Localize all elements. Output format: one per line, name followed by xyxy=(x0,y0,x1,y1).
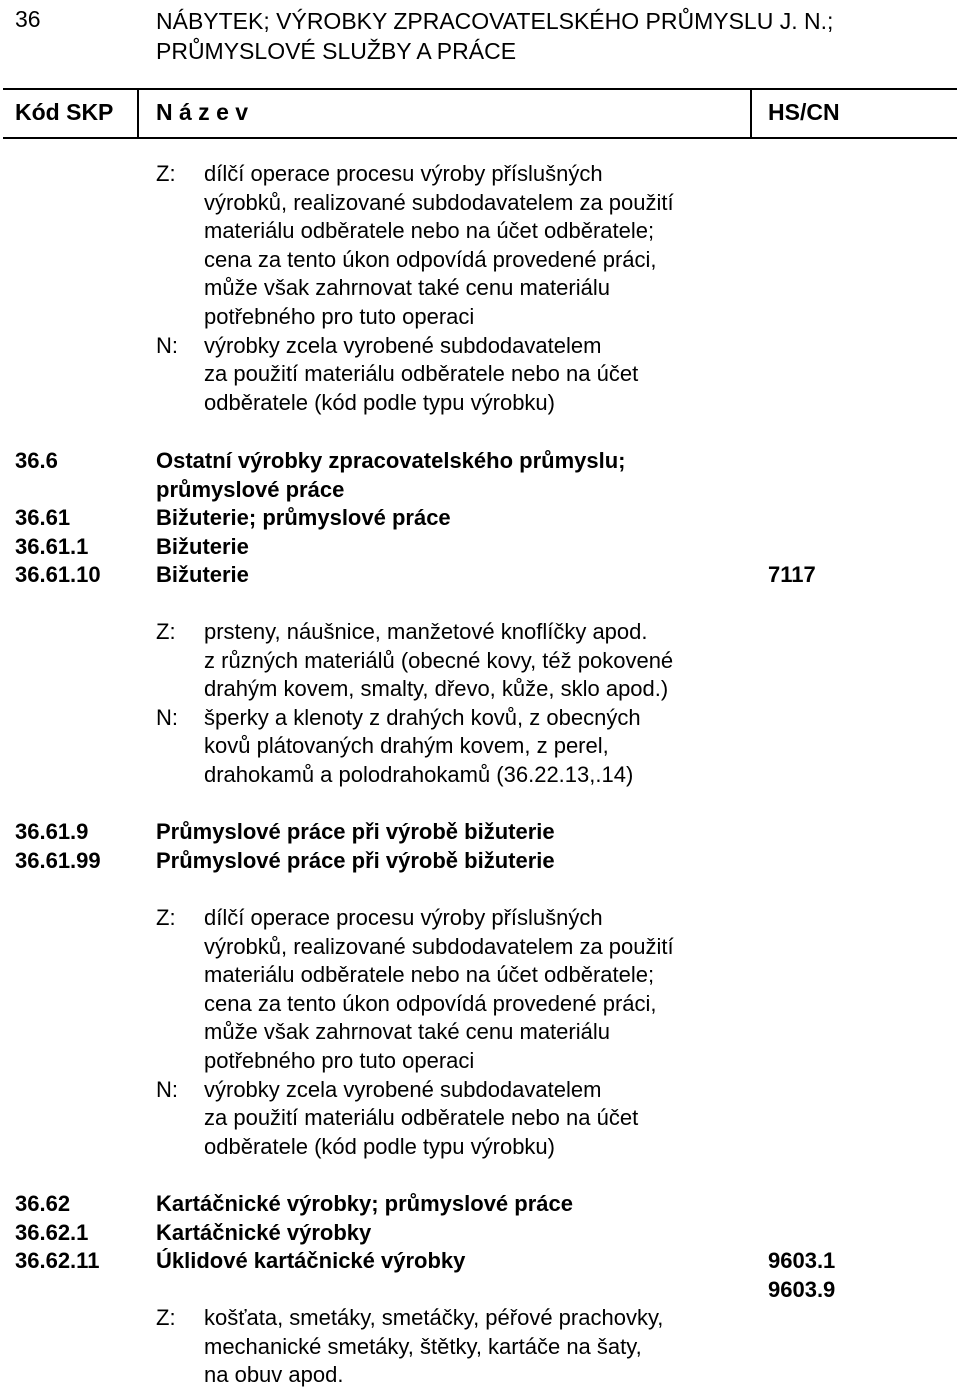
row-name: Průmyslové práce při výrobě bižuterie xyxy=(156,819,555,844)
header-hs-cn: HS/CN xyxy=(768,99,840,125)
note-line: výrobky zcela vyrobené subdodavatelem xyxy=(204,1076,602,1102)
row-hs-code: 9603.1 xyxy=(768,1248,836,1273)
note-line: odběratele (kód podle typu výrobku) xyxy=(204,389,555,415)
row-code: 36.61.99 xyxy=(15,847,101,873)
note-z-label: Z: xyxy=(156,161,176,186)
row-code: 36.61.1 xyxy=(15,533,89,559)
note-n-label: N: xyxy=(156,332,178,358)
note-line: může však zahrnovat také cenu materiálu xyxy=(204,1019,610,1045)
note-line: za použití materiálu odběratele nebo na účet xyxy=(204,1105,639,1131)
note-line: potřebného pro tuto operaci xyxy=(204,1048,475,1073)
note-z-label: Z: xyxy=(156,1305,176,1330)
table-header xyxy=(3,88,957,139)
row-hs-code: 9603.9 xyxy=(768,1276,836,1302)
row-name: Kartáčnické výrobky xyxy=(156,1219,372,1245)
note-n-label: N: xyxy=(156,1076,178,1102)
note-line: prsteny, náušnice, manžetové knoflíčky apod. xyxy=(204,619,648,644)
row-name: průmyslové práce xyxy=(156,476,345,502)
chapter-title-line: PRŮMYSLOVÉ SLUŽBY A PRÁCE xyxy=(156,38,517,64)
chapter-title-line: NÁBYTEK; VÝROBKY ZPRACOVATELSKÉHO PRŮMYSLU J. N.; xyxy=(156,8,834,34)
note-line: košťata, smetáky, smetáčky, péřové prachovky, xyxy=(204,1305,664,1330)
note-line: na obuv apod. xyxy=(204,1362,344,1388)
row-code: 36.62.1 xyxy=(15,1219,89,1245)
note-line: cena za tento úkon odpovídá provedené práci, xyxy=(204,990,657,1016)
row-name: Bižuterie xyxy=(156,562,249,587)
chapter-code: 36 xyxy=(15,6,41,32)
note-z-label: Z: xyxy=(156,619,176,644)
note-line: odběratele (kód podle typu výrobku) xyxy=(204,1133,555,1159)
header-code: Kód SKP xyxy=(15,99,114,125)
note-line: výrobky zcela vyrobené subdodavatelem xyxy=(204,332,602,358)
note-line: mechanické smetáky, štětky, kartáče na šaty, xyxy=(204,1333,642,1359)
header-name: N á z e v xyxy=(156,99,249,125)
row-code: 36.62.11 xyxy=(15,1248,100,1273)
column-divider xyxy=(750,90,752,137)
row-code: 36.61 xyxy=(15,505,71,530)
note-line: drahokamů a polodrahokamů (36.22.13,.14) xyxy=(204,762,634,787)
row-hs-code: 7117 xyxy=(768,562,816,587)
column-divider xyxy=(137,90,139,137)
row-code: 36.6 xyxy=(15,448,58,473)
note-line: výrobků, realizované subdodavatelem za použití xyxy=(204,933,674,959)
row-code: 36.61.10 xyxy=(15,562,101,587)
note-line: dílčí operace procesu výroby příslušných xyxy=(204,905,603,930)
note-line: dílčí operace procesu výroby příslušných xyxy=(204,161,603,186)
note-line: materiálu odběratele nebo na účet odběratele; xyxy=(204,962,655,988)
note-line: cena za tento úkon odpovídá provedené práci, xyxy=(204,246,657,272)
row-code: 36.62 xyxy=(15,1191,71,1216)
row-code: 36.61.9 xyxy=(15,819,89,844)
note-line: může však zahrnovat také cenu materiálu xyxy=(204,275,610,301)
row-name: Bižuterie; průmyslové práce xyxy=(156,505,451,530)
chapter-title xyxy=(156,6,833,66)
row-name: Ostatní výrobky zpracovatelského průmyslu; xyxy=(156,448,626,473)
note-line: kovů plátovaných drahým kovem, z perel, xyxy=(204,733,609,759)
row-name: Úklidové kartáčnické výrobky xyxy=(156,1248,466,1273)
note-line: šperky a klenoty z drahých kovů, z obecných xyxy=(204,704,641,730)
note-line: za použití materiálu odběratele nebo na účet xyxy=(204,361,639,387)
note-line: výrobků, realizované subdodavatelem za použití xyxy=(204,189,674,215)
row-name: Bižuterie xyxy=(156,533,249,559)
note-line: drahým kovem, smalty, dřevo, kůže, sklo apod.) xyxy=(204,676,669,702)
note-line: potřebného pro tuto operaci xyxy=(204,304,475,329)
note-line: z různých materiálů (obecné kovy, též pokovené xyxy=(204,647,674,673)
row-name: Kartáčnické výrobky; průmyslové práce xyxy=(156,1191,573,1216)
note-n-label: N: xyxy=(156,704,178,730)
note-line: materiálu odběratele nebo na účet odběratele; xyxy=(204,218,655,244)
note-z-label: Z: xyxy=(156,905,176,930)
row-name: Průmyslové práce při výrobě bižuterie xyxy=(156,847,555,873)
